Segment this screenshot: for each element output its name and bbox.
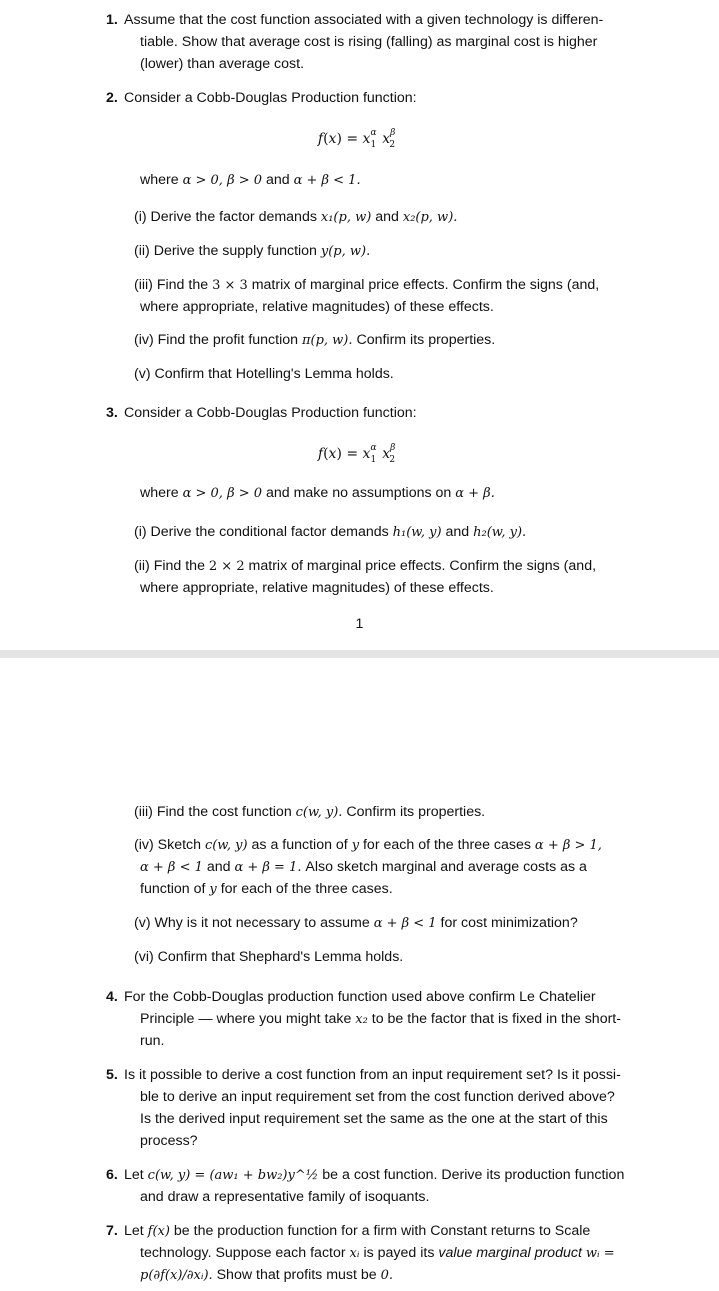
- q2-where-and: and: [262, 172, 294, 188]
- q4-line-2: [140, 1008, 621, 1031]
- q3-part-ii-line-2: where appropriate, relative magnitudes) of these effects.: [140, 580, 494, 596]
- q7-line3-m: p(∂f(x)/∂xᵢ).: [140, 1268, 213, 1283]
- q4-line-1: For the Cobb-Douglas production function used above confirm Le Chatelier: [124, 989, 596, 1005]
- q1-number: 1.: [106, 12, 118, 28]
- q3-iii-pre: (iii) Find the cost function: [134, 804, 296, 820]
- q7-line2-mid: is payed its: [359, 1245, 439, 1261]
- q3-iv-m4: α + β < 1: [140, 860, 203, 875]
- q3-equation: $f(x) = x_{\alpha 1}$ $x_{\beta 2}$: [317, 442, 396, 465]
- q5-line-4: process?: [140, 1133, 198, 1149]
- q3-i-m2: h₂(w, y).: [473, 525, 527, 540]
- q3-v-m: α + β < 1: [373, 916, 437, 931]
- q6-line-2: and draw a representative family of isoquants.: [140, 1189, 430, 1205]
- q3-v-pre: (v) Why is it not necessary to assume: [134, 915, 374, 931]
- page-2: [0, 658, 719, 1291]
- q7-line2-m2: wᵢ =: [585, 1246, 615, 1261]
- q3-where-cond: α > 0, β > 0: [182, 486, 263, 501]
- q2-where-pre: where: [140, 172, 183, 188]
- q7-line-1: [124, 1220, 590, 1243]
- q4-number: 4.: [106, 989, 118, 1005]
- q2-ii-m: y(p, w).: [320, 244, 371, 259]
- q3-iii-post: Confirm its properties.: [342, 804, 486, 820]
- q4-line2-post: to be the factor that is fixed in the short-: [367, 1011, 621, 1027]
- q2-part-ii: [134, 240, 370, 263]
- q7-line-3: [140, 1264, 393, 1287]
- q3-intro: Consider a Cobb-Douglas Production function:: [124, 405, 417, 421]
- q7-line2-m1: xᵢ: [349, 1246, 360, 1261]
- q6-number: 6.: [106, 1167, 118, 1183]
- q2-iv-pre: (iv) Find the profit function: [134, 332, 302, 348]
- q3-where: [140, 482, 495, 505]
- q3-iv-mid2: for each of the three cases: [359, 837, 535, 853]
- q7-line2-pre: technology. Suppose each factor: [140, 1245, 350, 1261]
- q2-where-cond2: α + β < 1.: [293, 173, 361, 188]
- q3-iv-m5: α + β = 1.: [234, 860, 302, 875]
- q6-line1-post: be a cost function. Derive its production function: [318, 1167, 625, 1183]
- q1-line-1: Assume that the cost function associated with a given technology is differen-: [124, 12, 604, 28]
- q3-part-iii: [134, 801, 485, 824]
- q5-number: 5.: [106, 1067, 118, 1083]
- q2-i-m1: x₁(p, w): [320, 210, 372, 225]
- q4-line2-pre: Principle — where you might take: [140, 1011, 356, 1027]
- q2-iii-m: 3 × 3: [212, 278, 248, 293]
- q3-part-iv-line-2: [140, 856, 587, 879]
- q5-line-1: Is it possible to derive a cost function from an input requirement set? Is it possi-: [124, 1067, 621, 1083]
- q3-part-ii-line-1: [134, 555, 596, 578]
- q3-i-and: and: [441, 524, 474, 540]
- q3-iv-mid1: as a function of: [247, 837, 352, 853]
- q2-i-label: (i) Derive the factor demands: [134, 209, 321, 225]
- q3-where-m: α + β.: [455, 486, 495, 501]
- q3-part-vi: (vi) Confirm that Shephard's Lemma holds.: [134, 949, 404, 965]
- q2-iii-pre: (iii) Find the: [134, 277, 213, 293]
- q3-part-iv-line-3: [140, 878, 393, 901]
- q3-iv-m3: α + β > 1,: [534, 838, 602, 853]
- q2-intro: Consider a Cobb-Douglas Production function:: [124, 90, 417, 106]
- q6-line1-pre: Let: [124, 1167, 148, 1183]
- q3-iv-line3-post: for each of the three cases.: [216, 881, 393, 897]
- q2-number: 2.: [106, 90, 118, 106]
- q7-line-2: [140, 1242, 615, 1265]
- q2-iv-post: Confirm its properties.: [352, 332, 496, 348]
- q3-where-mid: and make no assumptions on: [262, 485, 456, 501]
- page-number: 1: [355, 616, 364, 632]
- q1-line-3: (lower) than average cost.: [140, 56, 305, 72]
- page-separator: [0, 650, 719, 658]
- q2-part-iv: [134, 329, 495, 352]
- q3-iv-line3-m: y: [209, 882, 217, 897]
- q3-iv-pre: (iv) Sketch: [134, 837, 205, 853]
- q7-line1-pre: Let: [124, 1223, 148, 1239]
- q4-line-3: run.: [140, 1033, 165, 1049]
- q2-equation: $f(x) = x_{\alpha 1}$ $x_{\beta 2}$: [317, 127, 396, 150]
- q7-line1-m: f(x): [147, 1224, 170, 1239]
- q3-iv-line2-post: Also sketch marginal and average costs as a: [301, 859, 587, 875]
- q3-part-v: [134, 912, 578, 935]
- q3-where-pre: where: [140, 485, 183, 501]
- q7-line1-post: be the production function for a firm with Constant returns to Scale: [169, 1223, 591, 1239]
- q1-line-2: tiable. Show that average cost is rising (falling) as marginal cost is higher: [140, 34, 598, 50]
- q3-iv-m2: y: [351, 838, 360, 853]
- q6-line-1: [124, 1164, 624, 1187]
- q3-iv-and: and: [202, 859, 235, 875]
- q3-number: 3.: [106, 405, 118, 421]
- q2-ii-label: (ii) Derive the supply function: [134, 243, 321, 259]
- q2-iii-line1: matrix of marginal price effects. Confirm the signs (and,: [247, 277, 600, 293]
- q2-part-iii-line-1: [134, 274, 599, 297]
- q3-v-post: for cost minimization?: [436, 915, 578, 931]
- q3-ii-line1: matrix of marginal price effects. Confirm the signs (and,: [244, 558, 597, 574]
- q7-line3-m2: 0.: [380, 1268, 394, 1283]
- q7-line3-mid: Show that profits must be: [212, 1267, 381, 1283]
- q2-part-i: [134, 206, 457, 229]
- q2-iv-m: π(p, w).: [301, 333, 353, 348]
- q3-ii-m: 2 × 2: [208, 559, 245, 574]
- q2-part-v: (v) Confirm that Hotelling's Lemma holds.: [134, 366, 394, 382]
- q3-iv-line3-pre: function of: [140, 881, 210, 897]
- q7-line2-em: value marginal product: [438, 1245, 582, 1261]
- q5-line-3: Is the derived input requirement set the same as the one at the start of this: [140, 1111, 608, 1127]
- q7-number: 7.: [106, 1223, 118, 1239]
- q4-line2-m: x₂: [355, 1012, 368, 1027]
- q2-where: [140, 169, 361, 192]
- q2-i-and: and: [371, 209, 403, 225]
- q2-part-iii-line-2: where appropriate, relative magnitudes) of these effects.: [140, 299, 494, 315]
- q2-where-cond1: α > 0, β > 0: [182, 173, 263, 188]
- q2-i-m2: x₂(p, w).: [402, 210, 458, 225]
- q3-part-iv-line-1: [134, 834, 602, 857]
- q5-line-2: ble to derive an input requirement set from the cost function derived above?: [140, 1089, 615, 1105]
- q3-iii-m: c(w, y).: [295, 805, 343, 820]
- q6-line1-m: c(w, y) = (aw₁ + bw₂)y^½: [147, 1168, 319, 1183]
- q3-i-m1: h₁(w, y): [392, 525, 442, 540]
- q3-part-i: [134, 521, 526, 544]
- q3-iv-m1: c(w, y): [204, 838, 248, 853]
- q3-ii-pre: (ii) Find the: [134, 558, 209, 574]
- q3-i-pre: (i) Derive the conditional factor demands: [134, 524, 393, 540]
